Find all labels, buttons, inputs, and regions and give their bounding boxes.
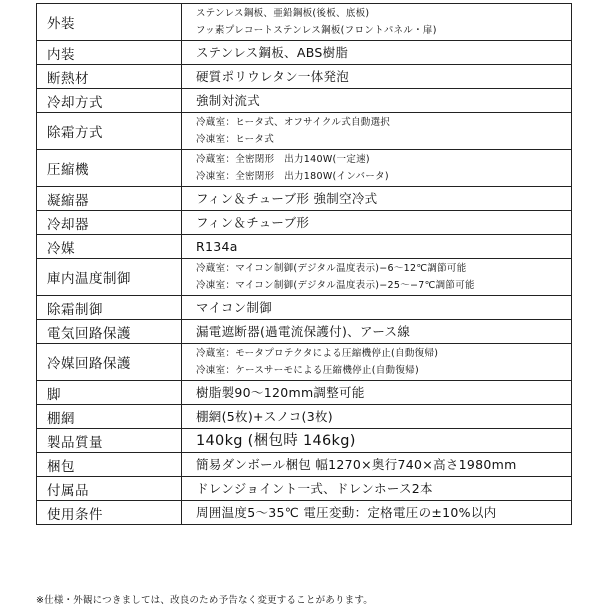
spec-value-line: フィン＆チューブ形 <box>196 214 310 230</box>
spec-value-line: フィン＆チューブ形 強制空冷式 <box>196 190 378 206</box>
spec-value-line: 樹脂製90〜120mm調整可能 <box>196 384 365 400</box>
spec-value-line: 140kg (梱包時 146kg) <box>196 432 356 449</box>
spec-label: 冷却方式 <box>37 89 182 113</box>
spec-label: 冷媒 <box>37 235 182 259</box>
spec-table <box>36 3 572 525</box>
spec-value-line: 冷蔵室：マイコン制御(デジタル温度表示)−6〜12℃調節可能 <box>196 263 467 274</box>
spec-value-line: 冷凍室：ケースサーモによる圧縮機停止(自動復帰) <box>196 365 419 376</box>
spec-value-line: 簡易ダンボール梱包 幅1270×奥行740×高さ1980mm <box>196 456 517 472</box>
spec-value-line: 硬質ポリウレタン一体発泡 <box>196 68 350 84</box>
spec-value <box>182 150 572 187</box>
spec-label: 圧縮機 <box>37 150 182 187</box>
spec-value-line: ドレンジョイント一式、ドレンホース2本 <box>196 480 433 496</box>
spec-label: 冷却器 <box>37 211 182 235</box>
spec-value-line: フッ素プレコートステンレス鋼板(フロントパネル・扉) <box>196 25 437 36</box>
spec-value-line: 強制対流式 <box>196 92 261 108</box>
spec-value <box>182 235 572 259</box>
spec-row <box>37 381 572 405</box>
spec-label: 使用条件 <box>37 501 182 525</box>
spec-value <box>182 65 572 89</box>
spec-row <box>37 501 572 525</box>
spec-row <box>37 150 572 187</box>
footnote: ※仕様・外観につきましては、改良のため予告なく変更することがあります。 <box>36 595 374 606</box>
spec-value-line: マイコン制御 <box>196 299 273 315</box>
spec-value <box>182 429 572 453</box>
spec-row <box>37 453 572 477</box>
spec-value <box>182 405 572 429</box>
spec-row <box>37 296 572 320</box>
spec-value-line: 冷凍室：マイコン制御(デジタル温度表示)−25〜−7℃調節可能 <box>196 280 475 291</box>
spec-value <box>182 320 572 344</box>
spec-value-line: R134a <box>196 238 238 254</box>
spec-value-line: 冷凍室：全密閉形 出力180W(インバータ) <box>196 171 389 182</box>
spec-value-line: 冷蔵室：モータプロテクタによる圧縮機停止(自動復帰) <box>196 348 439 359</box>
spec-row <box>37 344 572 381</box>
spec-row <box>37 320 572 344</box>
spec-label: 電気回路保護 <box>37 320 182 344</box>
spec-value <box>182 187 572 211</box>
spec-label: 内装 <box>37 41 182 65</box>
spec-value <box>182 259 572 296</box>
spec-value <box>182 41 572 65</box>
spec-label: 棚網 <box>37 405 182 429</box>
spec-value-line: ステンレス鋼板、亜鉛鋼板(後板、底板) <box>196 8 370 19</box>
spec-value <box>182 501 572 525</box>
spec-value <box>182 381 572 405</box>
spec-label: 製品質量 <box>37 429 182 453</box>
spec-value-line: 冷蔵室：ヒータ式、オフサイクル式自動選択 <box>196 117 391 128</box>
spec-value-line: 冷凍室：ヒータ式 <box>196 134 275 145</box>
spec-label: 凝縮器 <box>37 187 182 211</box>
spec-value-line: ステンレス鋼板、ABS樹脂 <box>196 44 349 60</box>
spec-row <box>37 477 572 501</box>
spec-label: 脚 <box>37 381 182 405</box>
spec-label: 冷媒回路保護 <box>37 344 182 381</box>
spec-value-line: 周囲温度5〜35℃ 電圧変動：定格電圧の±10%以内 <box>196 504 497 520</box>
spec-table-body <box>37 4 572 525</box>
spec-label: 除霜制御 <box>37 296 182 320</box>
spec-label: 除霜方式 <box>37 113 182 150</box>
spec-value <box>182 344 572 381</box>
spec-value <box>182 296 572 320</box>
spec-label: 梱包 <box>37 453 182 477</box>
spec-row <box>37 405 572 429</box>
spec-value <box>182 211 572 235</box>
spec-value-line: 冷蔵室：全密閉形 出力140W(一定速) <box>196 154 370 165</box>
spec-row <box>37 211 572 235</box>
spec-row <box>37 113 572 150</box>
spec-value <box>182 113 572 150</box>
spec-row <box>37 65 572 89</box>
spec-row <box>37 235 572 259</box>
spec-row <box>37 89 572 113</box>
spec-label: 付属品 <box>37 477 182 501</box>
spec-value-line: 漏電遮断器(過電流保護付)、アース線 <box>196 323 411 339</box>
spec-row <box>37 259 572 296</box>
spec-row <box>37 4 572 41</box>
spec-label: 断熱材 <box>37 65 182 89</box>
spec-value <box>182 453 572 477</box>
spec-row <box>37 41 572 65</box>
spec-row <box>37 429 572 453</box>
spec-value <box>182 89 572 113</box>
spec-value <box>182 477 572 501</box>
spec-value-line: 棚網(5枚)+スノコ(3枚) <box>196 408 333 424</box>
spec-value <box>182 4 572 41</box>
spec-label: 庫内温度制御 <box>37 259 182 296</box>
spec-label: 外装 <box>37 4 182 41</box>
spec-row <box>37 187 572 211</box>
